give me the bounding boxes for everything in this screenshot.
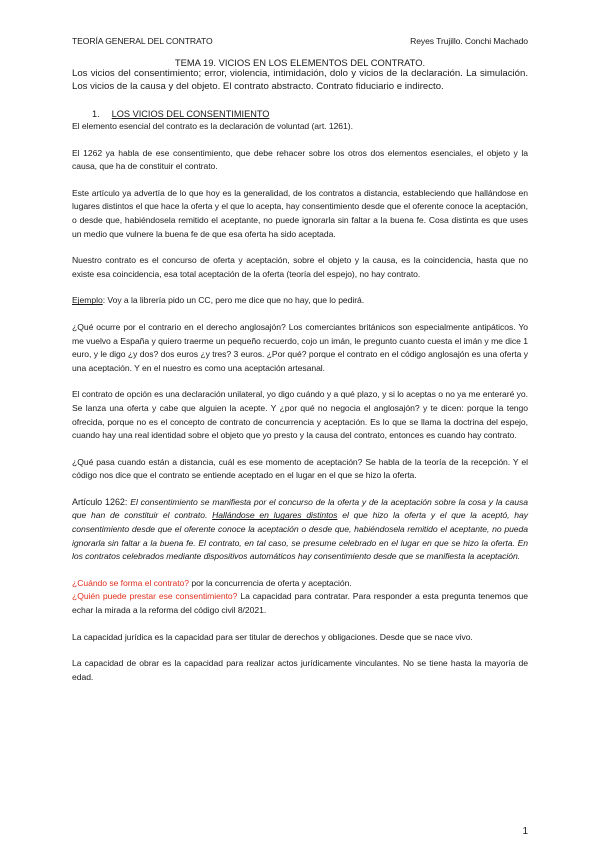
page-number: 1: [522, 826, 528, 837]
section-heading: [92, 109, 528, 120]
topic-title: TEMA 19. VICIOS EN LOS ELEMENTOS DEL CONTRATO.: [174, 57, 426, 68]
paragraph-11: La capacidad de obrar es la capacidad para realizar actos jurídicamente vinculantes. No se tiene hasta la mayoría de edad.: [72, 658, 528, 682]
question-2-label: ¿Quién puede prestar ese consentimiento?: [72, 591, 238, 602]
question-1-text: por la concurrencia de oferta y aceptación.: [189, 577, 352, 588]
paragraph-article: [72, 496, 528, 564]
header-left: TEORÍA GENERAL DEL CONTRATO: [72, 36, 213, 46]
example-text: : Voy a la librería pido un CC, pero me dice que no hay, que lo pedirá.: [102, 295, 365, 306]
document-body: [72, 57, 528, 684]
example-label: Ejemplo: [72, 295, 103, 306]
paragraph-7: El contrato de opción es una declaración unilateral, yo digo cuándo y a qué plazo, y si lo aceptas o no ya me enteraré yo. Se lanza una oferta y cabe que alguien la acepte. Y ¿por qué no negocia el anglosajón? y te dicen: porque la tengo ofrecida, porque no es el concepto de contrato de concurrencia y aceptación. Es lo que se llama la doctrina del espejo, cuando hay una real identidad sobre el objeto que yo presto y la causa del contrato, entonces es cuando hay contrato.: [72, 389, 528, 441]
paragraph-6: ¿Qué ocurre por el contrario en el derecho anglosajón? Los comerciantes británicos son especialmente antipáticos. Yo me vuelvo a España y quiero traerme un pequeño recuerdo, cojo un imán, le pregunto cuanto cuesta el imán y me dice 1 euro, y le digo ¿y dos? dos euros ¿y tres? 3 euros. ¿Por qué? porque el contrato en el código anglosajón es una oferta y una aceptación. Y en el nuestro es como una aceptación artesanal.: [72, 321, 528, 373]
paragraph-10: La capacidad jurídica es la capacidad para ser titular de derechos y obligaciones. Desde que se nace vivo.: [72, 631, 473, 642]
article-text-a: El consentimiento se manifiesta por el concurso de la oferta y de la aceptación sobre la cosa y la causa que han de constituir el contrato.: [72, 496, 528, 521]
paragraph-4: Nuestro contrato es el concurso de oferta y aceptación, sobre el objeto y la causa, es la coincidencia, hasta que no existe esa coincidencia, esa total aceptación de la oferta (teoría del espejo), no hay contrato.: [72, 255, 528, 279]
topic-intro: Los vicios del consentimiento; error, violencia, intimidación, dolo y vicios de la declaración. La simulación. Los vicios de la causa y del objeto. El contrato abstracto. Contrato fiduciario e indirecto.: [72, 68, 528, 92]
question-1-label: ¿Cuándo se forma el contrato?: [72, 577, 190, 588]
question-2-text: La capacidad para contratar. Para responder a esta pregunta tenemos que echar la mirada a la reforma del código civil 8/2021.: [72, 591, 528, 616]
section-label: LOS VICIOS DEL CONSENTIMIENTO: [111, 109, 270, 119]
paragraph-3: Este artículo ya advertía de lo que hoy es la generalidad, de los contratos a distancia, estableciendo que hallándose en lugares distintos el que hace la oferta y el que lo acepta, hay consentimiento desde que el oferente conoce la aceptación, o desde que, habiéndosela remitido el aceptante, no puede ignorarla sin faltar a la buena fe. Cosa distinta es que uses un medio que vulnere la buena fe de que esa oferta ha sido aceptada.: [72, 187, 528, 239]
question-2: [72, 590, 528, 617]
header-right: Reyes Trujillo. Conchi Machado: [410, 36, 528, 46]
paragraph-2: El 1262 ya habla de ese consentimiento, que debe rehacer sobre los otros dos elementos esenciales, el objeto y la causa, que ha de constituir el contrato.: [72, 147, 528, 172]
question-1: [72, 577, 528, 591]
article-label: Artículo 1262:: [72, 496, 131, 507]
paragraph-1: El elemento esencial del contrato es la declaración de voluntad (art. 1261).: [72, 121, 353, 131]
section-number: 1.: [92, 109, 100, 119]
paragraph-8: ¿Qué pasa cuando están a distancia, cuál es ese momento de aceptación? Se habla de la teoría de la recepción. Y el código nos dice que el contrato se entiende aceptado en el lugar en el que se hizo la oferta.: [72, 456, 528, 481]
paragraph-example: [72, 294, 528, 308]
article-text-underlined: Hallándose en lugares distintos: [212, 510, 338, 521]
article-text-b: el que hizo la oferta y el que la aceptó, hay consentimiento desde que el oferente conoce la aceptación o desde que, habiéndosela remitido el aceptante, no pueda ignorarla sin faltar a la buena fe. El contrato, en tal caso, se presume celebrado en el lugar en que se hizo la oferta. En los contratos celebrados mediante dispositivos automáticos hay consentimiento desde que se manifiesta la aceptación.: [72, 510, 528, 562]
